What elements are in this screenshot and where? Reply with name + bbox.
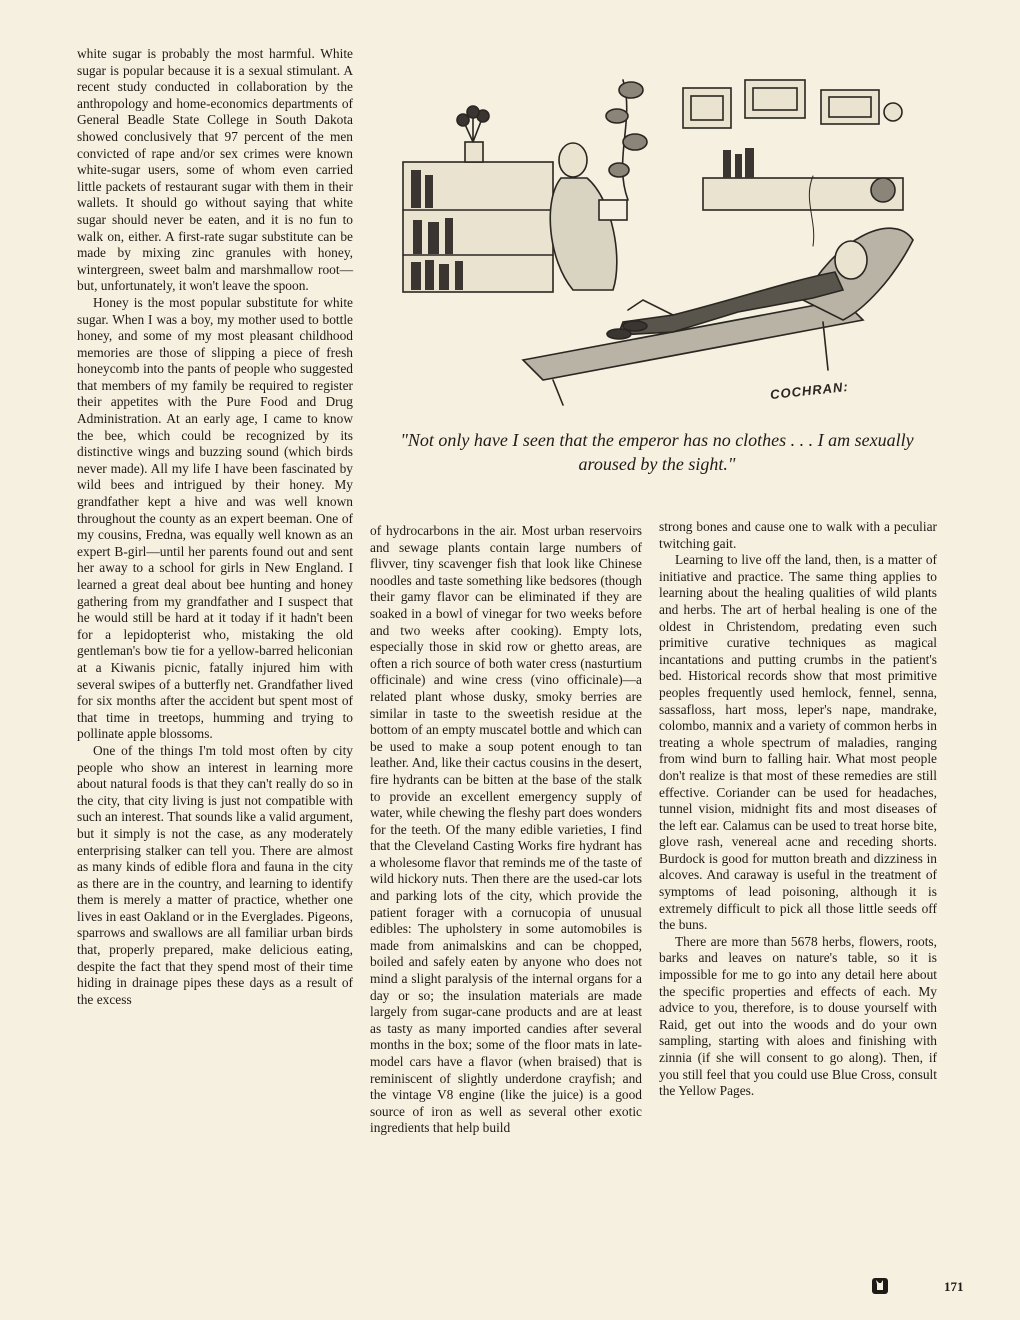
cartoonist-signature: COCHRAN: <box>769 378 850 403</box>
article-column-3 <box>659 519 937 1100</box>
paragraph: There are more than 5678 herbs, flowers, roots, barks and leaves on nature's table, so it is impossible for me to go into any detail here about the specific properties and effects of each. My advice to you, therefore, is to douse yourself with Raid, get out into the woods and do your own sampling, starting with aloes and finishing with zinnia (if she will consent to go along). Then, if you still feel that you could use Blue Cross, consult the Yellow Pages. <box>659 933 937 1099</box>
paragraph: strong bones and cause one to walk with a peculiar twitching gait. <box>659 519 937 551</box>
paragraph: One of the things I'm told most often by city people who show an interest in learning more about natural foods is that they can't really do so in the city, that city living is just not compatible with such an interest. That sounds like a valid argument, but it simply is not the case, as any moderately enterprising stalker can tell you. There are almost as many kinds of edible flora and fauna in the city as there are in the country, and learning to identify them is merely a matter of practice, whether one lives in east Oakland or in the Everglades. Pigeons, sparrows and swallows are all familiar urban birds that, properly prepared, make delicious eating, despite the fact that they spend most of their time hiding in drainage pipes these days as a result of the excess <box>77 742 353 1007</box>
paragraph: Honey is the most popular substitute for white sugar. When I was a boy, my mother used to bottle honey, and some of my most pleasant childhood memories are those of slipping a piece of fresh honeycomb into the pants of people who suggested that members of my family be required to register their appetites with the Pure Food and Drug Administration. At an early age, I came to know the bee, which could be recognized by its distinctive wings and buzzing sound (which birds never made). All my life I have been fascinated by wild bees and intrigued by their honey. My grandfather kept a hive and was well known throughout the county as an expert beeman. One of my cousins, Fredna, was equally well known as an expert B-girl—until her parents found out and sent her away to a school for girls in New England. I learned a great deal about bee hunting and honey gathering from my grandfather and I suspect that he would still be hard at it today if it hadn't been for a lepidopterist who, mistaking the old gentleman's bow tie for a yellow-barred heliconian at a Kiwanis picnic, fatally injured him with several swipes of a butterfly net. Grandfather lived for six months after the accident but spent most of that time in treetops, humming and trying to pollinate apple blossoms. <box>77 294 353 742</box>
paragraph: white sugar is probably the most harmful. White sugar is popular because it is a sexual stimulant. A recent study conducted in collaboration by the anthropology and home-economics departments of General Beadle State College in South Dakota showed conclusively that 97 percent of the men convicted of rape and/or sex crimes were known white-sugar users, some of whom even carried little packets of restaurant sugar with them in their wallets. It should go without saying that white sugar should never be eaten, and it is no fun to walk on, either. A first-rate sugar substitute can be made by mixing zinc granules with honey, wintergreen, sweet balm and marshmallow root—but, unfortunately, it won't leave the spoon. <box>77 46 353 294</box>
page-number: 171 <box>944 1279 964 1294</box>
rabbit-head-logo-icon <box>872 1278 888 1294</box>
cartoon-illustration <box>373 50 943 420</box>
article-column-1 <box>77 46 353 1008</box>
paragraph: Learning to live off the land, then, is a matter of initiative and practice. The same thing applies to learning about the healing qualities of wild plants and herbs. The art of herbal healing is one of the oldest in Christendom, predating even such primitive curative techniques as magical incantations and putting crumbs in the patient's bed. Historical records show that most primitive peoples frequently used hemlock, fennel, senna, sassafloss, hart moss, leper's nape, mandrake, colombo, mannix and a variety of common herbs in treating a whole spectrum of maladies, ranging from wind burn to falling hair. What most people don't realize is that most of these remedies are still effective. Coriander can be used for headaches, tunnel vision, midnight fits and most diseases of the left ear. Calamus can be used to treat horse bite, glove rash, venereal acne and receding shorts. Burdock is good for mutton breath and dizziness in alcoves. And caraway is useful in the treatment of symptoms of lead poisoning, although it is extremely difficult to pick all those little seeds off the buns. <box>659 552 937 933</box>
paragraph: of hydrocarbons in the air. Most urban reservoirs and sewage plants contain large numbers of flivver, tiny scavenger fish that look like Chinese noodles and taste something like bedsores (though their gamy flavor can be eliminated if they are soaked in a bowl of vinegar for two weeks before and two weeks after cooking). Empty lots, especially those in skid row or ghetto areas, are often a rich source of both water cress (nasturtium officinale) and wine cress (vino officinale)—a related plant whose dusky, smoky berries are similar in taste to the sweetish residue at the bottom of an empty muscatel bottle and which can be used to make a soup potent enough to tan leather. And, like their cactus cousins in the desert, fire hydrants can be bitten at the base of the stalk to provide an excellent emergency supply of water, while chewing the fleshy part does wonders for the teeth. Of the many edible varieties, I find that the Cleveland Casting Works fire hydrant has a wholesome flavor that reminds me of the taste of wild hickory nuts. Then there are the used-car lots and parking lots of the city, which provide the patient forager with a cornucopia of unusual edibles: The upholstery in some automobiles is made from animalskins and can be chopped, boiled and safely eaten by anyone who does not mind a slight paralysis of the internal organs for a day or so; the insulation materials are made largely from sugar-cane products and are at least as tasty as many imported candies after several months in the box; some of the floor mats in late-model cars have a flavor (when braised) that is reminiscent of slightly underdone crayfish; and the vintage V8 engine (like the juice) is a good source of iron as well as several other exotic ingredients that help build <box>370 523 642 1136</box>
cartoon-caption: "Not only have I seen that the emperor has no clothes . . . I am sexually aroused by the sight." <box>400 430 914 474</box>
article-column-2 <box>370 523 642 1137</box>
